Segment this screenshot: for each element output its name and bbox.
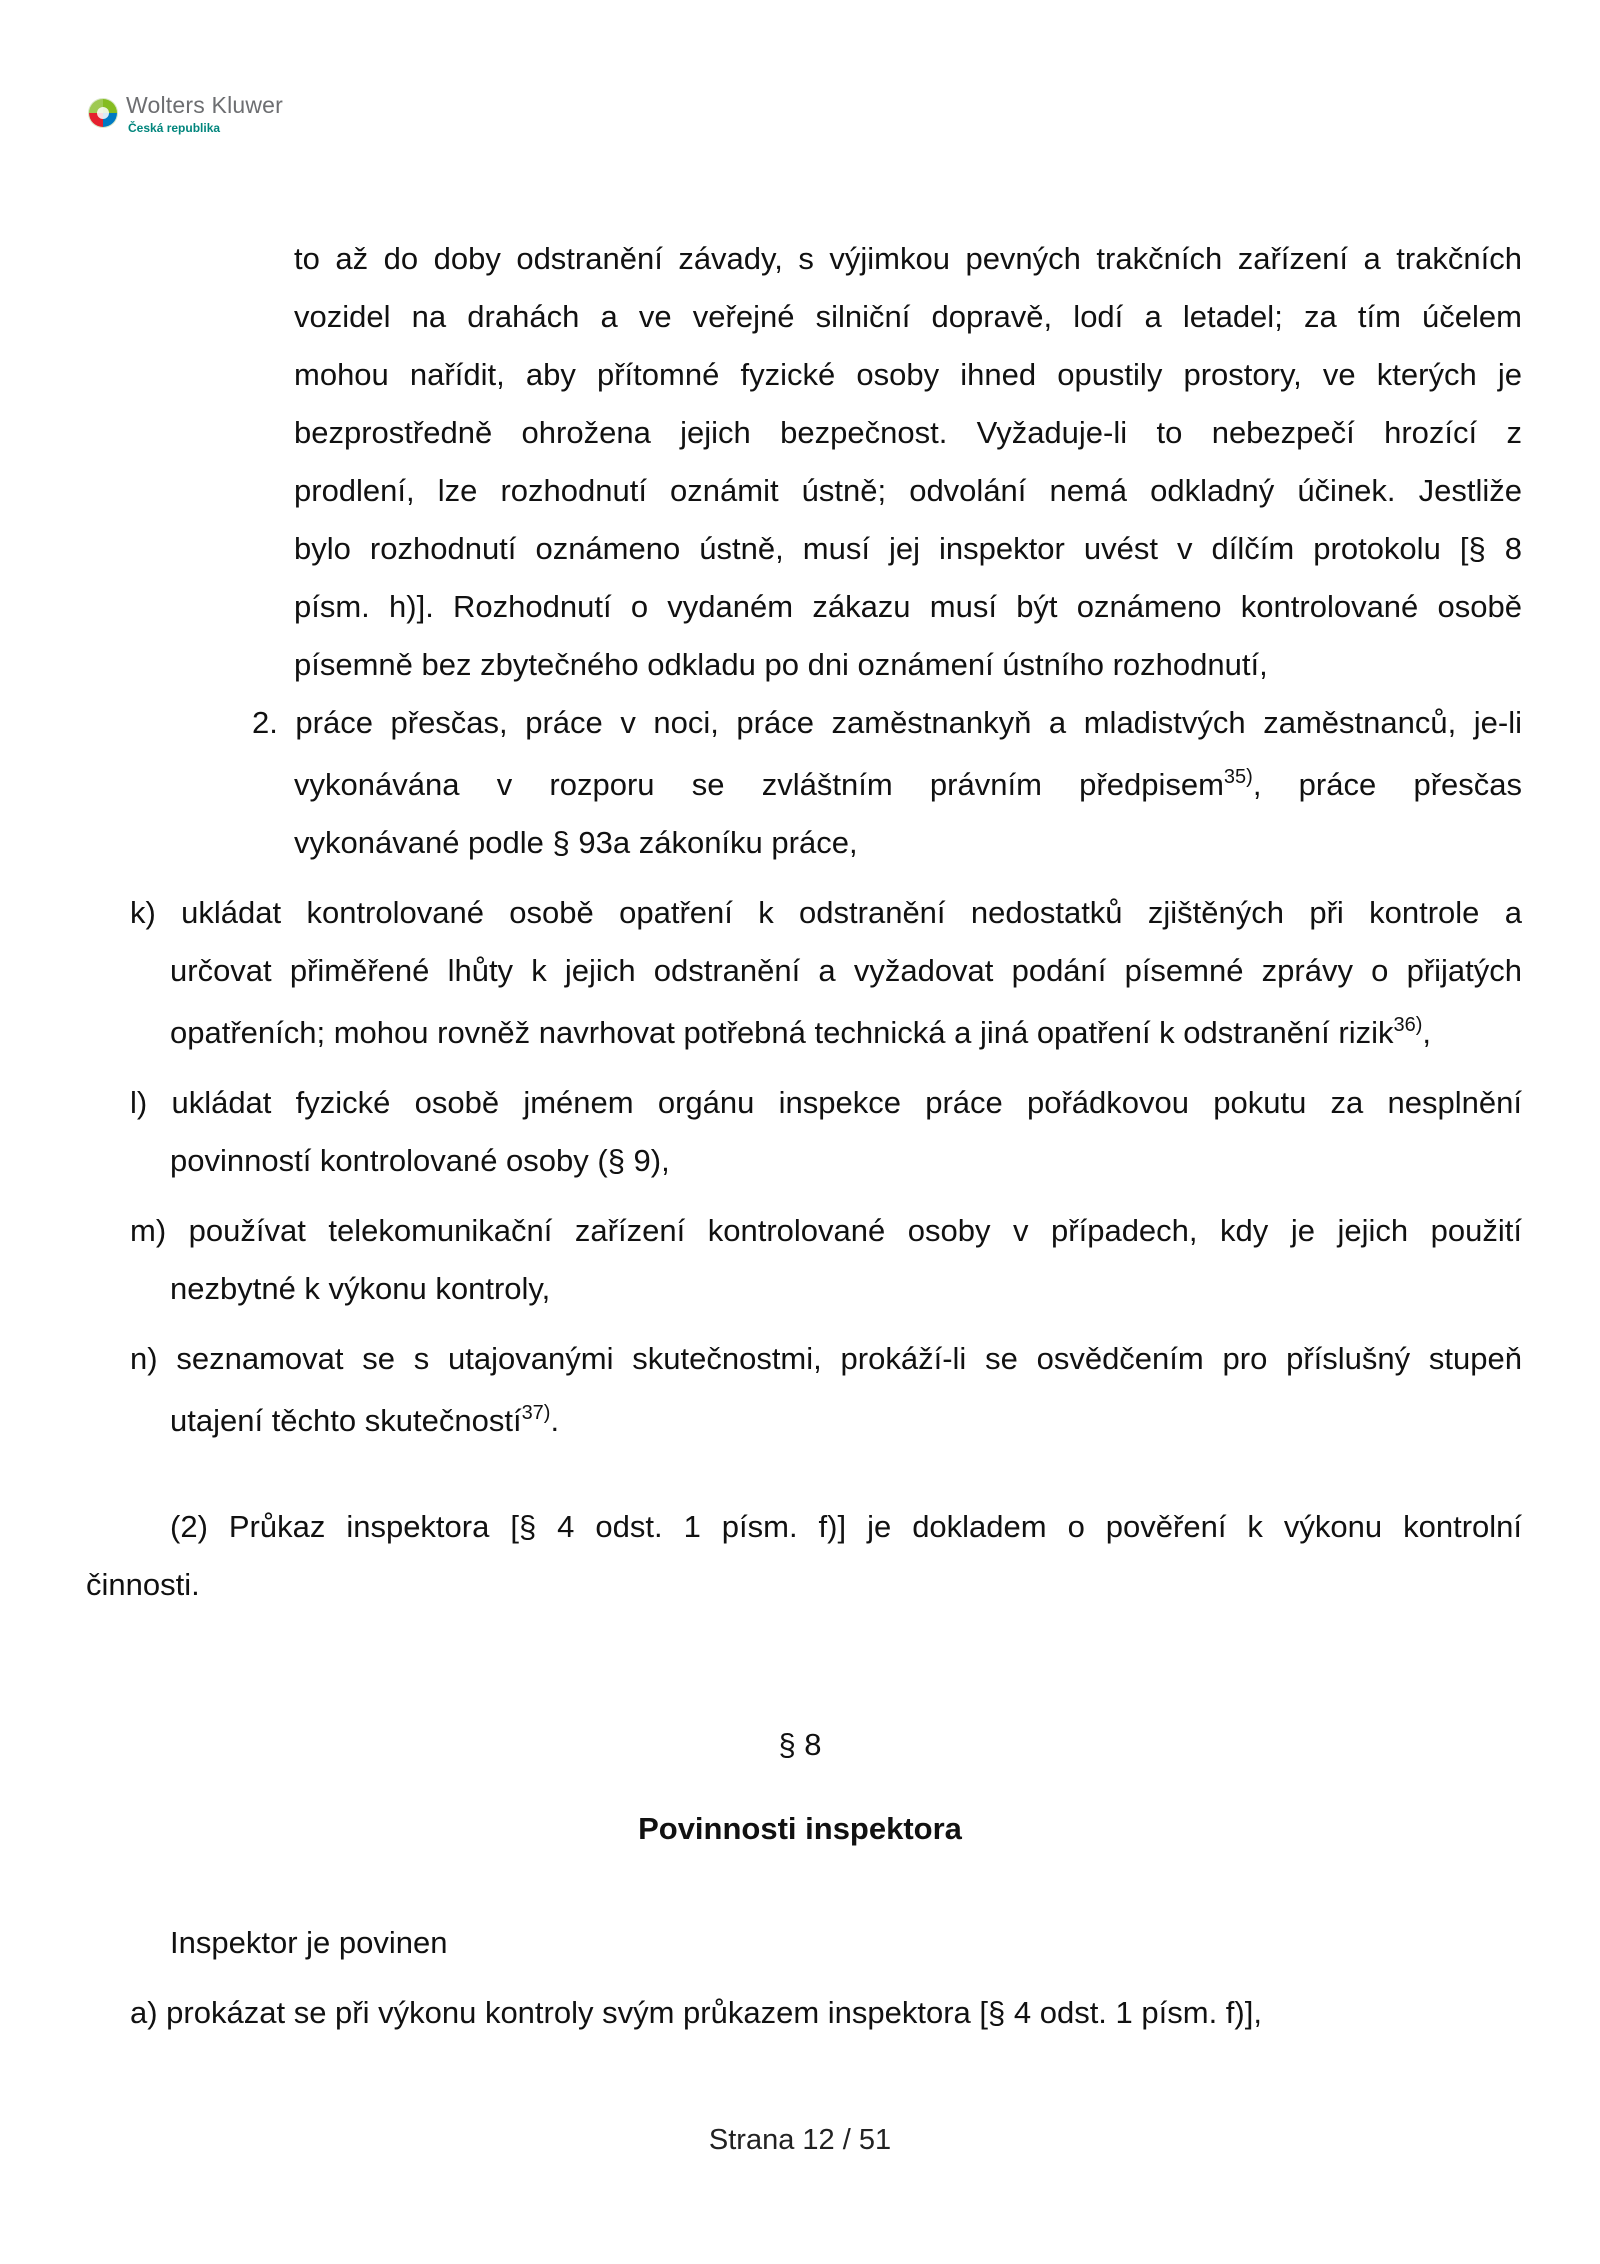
logo-subtitle: Česká republika <box>128 121 221 135</box>
text-line: písemně bez zbytečného odkladu po dni oznámení ústního rozhodnutí, <box>294 647 1268 682</box>
text-line: nezbytné k výkonu kontroly, <box>170 1271 551 1306</box>
page-number: Strana 12 / 51 <box>708 2124 892 2156</box>
section-title: Povinnosti inspektora <box>638 1811 962 1846</box>
text-line: mohou nařídit, aby přítomné fyzické osoby ihned opustily prostory, ve kterých je <box>294 357 1522 392</box>
list-item-a: a) prokázat se při výkonu kontroly svým průkazem inspektora [§ 4 odst. 1 písm. f)], <box>130 1995 1262 2030</box>
text-line: povinností kontrolované osoby (§ 9), <box>170 1143 670 1178</box>
list-item-2: 2. práce přesčas, práce v noci, práce zaměstnankyň a mladistvých zaměstnanců, je-li <box>252 705 1522 740</box>
text-line: bylo rozhodnutí oznámeno ústně, musí jej inspektor uvést v dílčím protokolu [§ 8 <box>294 531 1522 566</box>
list-item-n: n) seznamovat se s utajovanými skutečnostmi, prokáží-li se osvědčením pro příslušný stupeň <box>130 1341 1522 1376</box>
text-line: prodlení, lze rozhodnutí oznámit ústně; odvolání nemá odkladný účinek. Jestliže <box>294 473 1522 508</box>
list-item-n-line: utajení těchto skutečností$^{37)}$. <box>170 1402 560 1438</box>
text-line: vozidel na drahách a ve veřejné silniční dopravě, lodí a letadel; za tím účelem <box>294 299 1522 334</box>
paragraph-2: (2) Průkaz inspektora [§ 4 odst. 1 písm. f)] je dokladem o pověření k výkonu kontrolní <box>170 1509 1522 1544</box>
wolters-kluwer-logo <box>86 92 326 142</box>
footnote-ref: 35) <box>1223 766 1253 788</box>
text-line: to až do doby odstranění závady, s výjimkou pevných trakčních zařízení a trakčních <box>294 241 1522 276</box>
text-line: určovat přiměřené lhůty k jejich odstranění a vyžadovat podání písemné zprávy o přijatých <box>170 953 1522 988</box>
text-line: písm. h)]. Rozhodnutí o vydaném zákazu musí být oznámeno kontrolované osobě <box>294 589 1522 624</box>
wolters-kluwer-logo-icon <box>86 96 120 130</box>
list-item-k: k) ukládat kontrolované osobě opatření k odstranění nedostatků zjištěných při kontrole a <box>130 895 1522 930</box>
list-item-l: l) ukládat fyzické osobě jménem orgánu inspekce práce pořádkovou pokutu za nesplnění <box>130 1085 1522 1120</box>
logo-name: Wolters Kluwer <box>126 92 284 118</box>
list-item-m: m) používat telekomunikační zařízení kontrolované osoby v případech, kdy je jejich použití <box>130 1213 1522 1248</box>
list-item-k-line: opatřeních; mohou rovněž navrhovat potřebná technická a jiná opatření k odstranění rizik$^{36)}$, <box>170 1014 1432 1050</box>
list-item-2-line: vykonávána v rozporu se zvláštním právním předpisem$^{35)}$, práce přesčas <box>294 766 1523 802</box>
footnote-ref: 37) <box>521 1402 551 1424</box>
text-line: činnosti. <box>86 1567 200 1602</box>
text-line: vykonávané podle § 93a zákoníku práce, <box>294 825 858 860</box>
section-intro: Inspektor je povinen <box>170 1925 448 1960</box>
section-number: § 8 <box>778 1727 822 1762</box>
text-line: bezprostředně ohrožena jejich bezpečnost. Vyžaduje-li to nebezpečí hrozící z <box>294 415 1522 450</box>
footnote-ref: 36) <box>1393 1014 1423 1036</box>
